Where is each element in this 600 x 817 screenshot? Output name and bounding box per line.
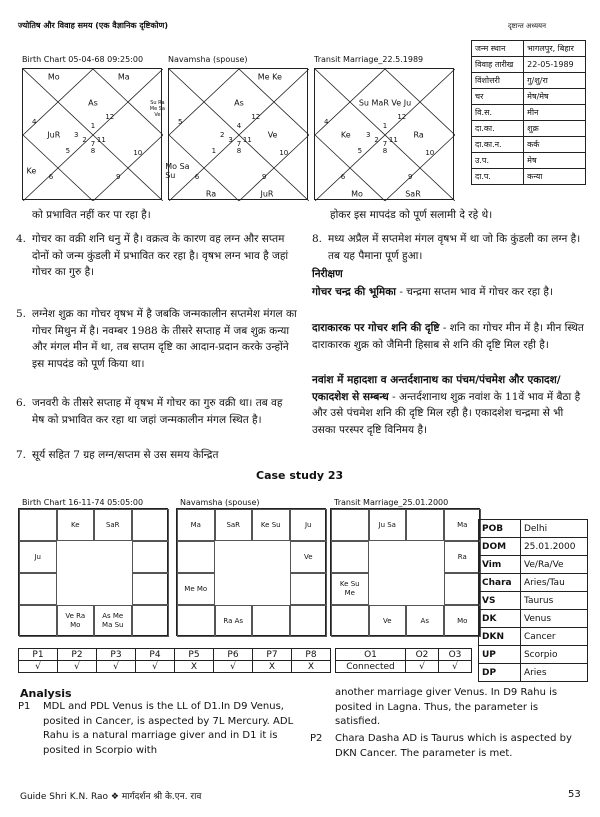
table-row [472, 73, 586, 89]
analysis-p2: P2 Chara Dasha AD is Taurus which is aspected by DKN Cancer. The parameter is met. [310, 733, 572, 759]
house-number: 5 [357, 146, 363, 155]
table-cell: मेष/मेष [524, 89, 586, 105]
chart-title: Navamsha (spouse) [168, 55, 248, 64]
table-row [19, 649, 331, 661]
house-cell [177, 541, 215, 573]
house-number: 11 [242, 136, 252, 145]
house-number: 5 [177, 117, 183, 126]
table-cell: मीन [524, 105, 586, 121]
table-cell: शुक्र [524, 121, 586, 137]
house-number: 4 [31, 117, 37, 126]
house-number: 2 [219, 131, 225, 139]
table-cell: √ [136, 661, 175, 673]
table-cell: दा.का. [472, 121, 524, 137]
house-cell [132, 573, 170, 605]
house-number: 3 [228, 136, 233, 145]
table-row [472, 105, 586, 121]
table-cell: P3 [97, 649, 136, 661]
house-cell: Ju [290, 509, 328, 541]
table-cell: वि.स. [472, 105, 524, 121]
table-cell: Cancer [520, 628, 587, 646]
table-cell: √ [406, 661, 439, 673]
planet-label: Ra [205, 189, 217, 199]
house-cell [331, 541, 369, 573]
house-number: 12 [105, 112, 115, 121]
house-number: 11 [388, 136, 398, 145]
house-cell: Ve [369, 605, 407, 637]
table-cell: X [175, 661, 214, 673]
house-number: 2 [374, 136, 379, 145]
chart-lines [315, 69, 455, 201]
planet-label: Ra [413, 130, 424, 140]
house-number: 10 [279, 149, 289, 158]
house-cell: Ra As [215, 605, 253, 637]
table-row [479, 664, 588, 682]
table-cell: √ [58, 661, 97, 673]
table-row [19, 661, 331, 673]
south-indian-chart [18, 508, 168, 636]
table-cell: Venus [520, 610, 587, 628]
table-cell: Chara [479, 574, 521, 592]
table-row [479, 628, 588, 646]
table-cell: Delhi [520, 520, 587, 538]
house-number: 10 [425, 149, 435, 158]
house-number: 6 [48, 173, 54, 182]
analysis-p1: P1 MDL and PDL Venus is the LL of D1.In D9 Venus, posited in Cancer, is aspected by 7L Mercury. ADL Rahu is a natural marriage giver and in D1 it is posited in Scorpio with [18, 701, 294, 756]
planet-label: JuR [47, 130, 61, 140]
table-row [479, 520, 588, 538]
table-cell: P8 [292, 649, 331, 661]
table-cell: P4 [136, 649, 175, 661]
house-cell [132, 509, 170, 541]
house-number: 12 [397, 112, 407, 121]
table-cell: Scorpio [520, 646, 587, 664]
table-cell: POB [479, 520, 521, 538]
planet-label: SaR [405, 189, 421, 199]
planet-label: As [88, 98, 98, 108]
table-cell: 22-05-1989 [524, 57, 586, 73]
house-number: 9 [115, 173, 121, 182]
right-continuation: होकर इस मापदंड को पूर्ण सलामी दे रहे थे। [330, 209, 493, 221]
house-number: 5 [65, 146, 71, 155]
table-cell: उ.प. [472, 153, 524, 169]
house-cell: As Me Ma Su [94, 605, 132, 637]
house-cell [19, 573, 57, 605]
table-row [479, 538, 588, 556]
table-row [336, 661, 472, 673]
house-number: 7 [90, 140, 96, 149]
table-cell: चर [472, 89, 524, 105]
table-row [472, 153, 586, 169]
chart-title: Transit Marriage_25.01.2000 [334, 498, 449, 507]
planet-label: Ke [26, 166, 37, 176]
list-item: 4. गोचर का वक्री शनि धनु में है। वक्रत्व के कारण वह लग्न और सप्तम दोनों को जन्म कुंडली में प्रभावित कर रहा है। वृषभ लग्न भाव है जहां गोचर का गुरु है। [16, 233, 289, 278]
table-cell: 25.01.2000 [520, 538, 587, 556]
table-cell: दा.प. [472, 169, 524, 185]
table-row [472, 121, 586, 137]
planet-label: Ke [340, 130, 351, 140]
house-cell [444, 573, 482, 605]
analysis-title: Analysis [20, 687, 72, 700]
table-cell: O3 [439, 649, 472, 661]
house-cell: Ve [290, 541, 328, 573]
paragraph: नवांश में महादशा व अन्तर्दशानाथ का पंचम/पंचमेश और एकादश/एकादशेश से सम्बन्ध - अन्तर्दशानाथ शुक्र नवांश के 11वें भाव में बैठा है और उसे पंचमेश शनि की दृष्टि मिल रही है। एकादशेश चन्द्रमा से भी उसका परस्पर दृष्टि विनिमय है। [312, 374, 581, 436]
house-cell: Ma [177, 509, 215, 541]
south-indian-chart [330, 508, 480, 636]
table-cell: Aries/Tau [520, 574, 587, 592]
house-number: 1 [90, 121, 96, 130]
planet-label: JuR [260, 189, 274, 199]
house-number: 4 [236, 121, 242, 130]
house-number: 12 [251, 112, 261, 121]
parameter-table [18, 648, 331, 673]
house-number: 2 [82, 136, 87, 145]
table-cell: O1 [336, 649, 406, 661]
table-cell: √ [214, 661, 253, 673]
house-number: 1 [211, 146, 217, 155]
table-row [472, 41, 586, 57]
table-cell: √ [439, 661, 472, 673]
house-number: 3 [365, 131, 371, 139]
house-cell [132, 541, 170, 573]
table-row [336, 649, 472, 661]
north-indian-chart [314, 68, 454, 200]
house-cell [132, 605, 170, 637]
house-number: 9 [261, 173, 267, 182]
table-cell: गु/शु/रा [524, 73, 586, 89]
planet-label: Su Ra Me Sa Ve [149, 99, 165, 118]
house-cell: Ju Sa [369, 509, 407, 541]
planet-label: Mo Sa Su [165, 161, 190, 180]
table-row [472, 57, 586, 73]
house-number: 6 [194, 173, 200, 182]
chart-title: Birth Chart 05-04-68 09:25:00 [22, 55, 144, 64]
table-row [472, 89, 586, 105]
table-cell: P5 [175, 649, 214, 661]
south-indian-chart [176, 508, 326, 636]
house-number: 6 [340, 173, 346, 182]
paragraph: गोचर चन्द्र की भूमिका - चन्द्रमा सप्तम भाव में गोचर कर रहा है। [312, 286, 553, 298]
house-cell: Ke [57, 509, 95, 541]
house-number: 1 [382, 121, 388, 130]
planet-label: Me Ke [257, 72, 282, 82]
table-cell: X [253, 661, 292, 673]
table-cell: P1 [19, 649, 58, 661]
north-indian-chart [22, 68, 165, 200]
house-cell: Ra [444, 541, 482, 573]
chart-lines [169, 69, 309, 201]
table-cell: विवाह तारीख [472, 57, 524, 73]
table-cell: Taurus [520, 592, 587, 610]
house-number: 8 [90, 146, 96, 155]
table-cell: √ [19, 661, 58, 673]
house-cell [177, 605, 215, 637]
table-row [479, 574, 588, 592]
list-item: 8. मध्य अप्रैल में सप्तमेश मंगल वृषभ में था जो कि कुंडली का लग्न है। तब यह पैमाना पूर्ण हुआ। [312, 233, 581, 262]
house-cell: Me Mo [177, 573, 215, 605]
table-cell: DOM [479, 538, 521, 556]
north-indian-chart [165, 68, 308, 200]
list-item: 5. लग्नेश शुक्र का गोचर वृषभ में है जबकि जन्मकालीन सप्तमेश मंगल का गोचर मिथुन में है। नवम्बर 1988 के तीसरे सप्ताह में जब शुक्र कन्या और मंगल मीन में था, तब सप्तम दृष्टि का आदान-प्रदान करके उन्होंने इस मापदंड को पूर्ण किया था। [16, 308, 297, 370]
page-number: 53 [568, 789, 581, 800]
house-number: 4 [323, 117, 329, 126]
table-cell: O2 [406, 649, 439, 661]
planet-label: Mo [47, 72, 60, 82]
chart-lines [23, 69, 163, 201]
table-row [479, 592, 588, 610]
details-table [471, 40, 586, 185]
table-cell: √ [97, 661, 136, 673]
table-cell: दा.का.न. [472, 137, 524, 153]
table-cell: कन्या [524, 169, 586, 185]
house-number: 8 [236, 146, 242, 155]
list-item: 7. सूर्य सहित 7 ग्रह लग्न/सप्तम से उस समय केन्द्रित [16, 449, 219, 461]
table-cell: DK [479, 610, 521, 628]
house-cell: Ma [444, 509, 482, 541]
house-cell [252, 605, 290, 637]
table-cell: UP [479, 646, 521, 664]
table-cell: P6 [214, 649, 253, 661]
table-cell: X [292, 661, 331, 673]
planet-label: Ma [117, 72, 130, 82]
house-cell [331, 605, 369, 637]
analysis-p1-cont: another marriage giver Venus. In D9 Rahu is posited in Lagna. Thus, the parameter is satisfied. [335, 687, 558, 727]
result-table [478, 519, 588, 682]
house-cell [406, 509, 444, 541]
planet-label: Mo [351, 189, 363, 199]
chart-title: Birth Chart 16-11-74 05:05:00 [22, 498, 144, 507]
table-cell: भागलपुर, बिहार [524, 41, 586, 57]
table-cell: Aries [520, 664, 587, 682]
table-cell: P7 [253, 649, 292, 661]
table-cell: VS [479, 592, 521, 610]
table-cell: Connected [336, 661, 406, 673]
list-item: 6. जनवरी के तीसरे सप्ताह में वृषभ में गोचर का गुरु वक्री था। तब वह मेष को प्रभावित कर रहा था जहां जन्मकालीन मंगल स्थित है। [16, 397, 283, 426]
house-cell: Mo [444, 605, 482, 637]
house-cell [19, 509, 57, 541]
paragraph: दाराकारक पर गोचर शनि की दृष्टि - शनि का गोचर मीन में है। मीन स्थित दाराकारक शुक्र को जैमिनी हिसाब से शनि की दृष्टि मिल रही है। [312, 322, 584, 351]
table-row [479, 646, 588, 664]
table-cell: Ve/Ra/Ve [520, 556, 587, 574]
section-header: दृष्टान्त अध्ययन [508, 22, 546, 30]
planet-label: As [234, 98, 244, 108]
house-number: 10 [133, 149, 143, 158]
house-cell: As [406, 605, 444, 637]
house-number: 7 [382, 140, 388, 149]
running-header: ज्योतिष और विवाह समय (एक वैज्ञानिक दृष्टिकोण) [18, 21, 169, 30]
left-continuation: को प्रभावित नहीं कर पा रहा है। [32, 209, 151, 221]
section-heading: निरीक्षण [312, 268, 343, 280]
table-row [479, 556, 588, 574]
house-cell: Ke Su [252, 509, 290, 541]
house-number: 3 [73, 131, 79, 139]
table-row [472, 169, 586, 185]
table-cell: P2 [58, 649, 97, 661]
table-cell: विंशोत्तरी [472, 73, 524, 89]
house-number: 8 [382, 146, 388, 155]
footer-credit: Guide Shri K.N. Rao ❖ मार्गदर्शन श्री के.एन. राव [20, 792, 202, 802]
chart-title: Transit Marriage_22.5.1989 [314, 55, 424, 64]
table-cell: जन्म स्थान [472, 41, 524, 57]
table-cell: मेष [524, 153, 586, 169]
table-cell: Vim [479, 556, 521, 574]
case-title: Case study 23 [256, 469, 344, 482]
house-number: 9 [407, 173, 413, 182]
table-cell: कर्क [524, 137, 586, 153]
table-cell: DP [479, 664, 521, 682]
house-cell: Ju [19, 541, 57, 573]
house-cell [290, 573, 328, 605]
planet-label: Ve [267, 130, 278, 140]
table-cell: DKN [479, 628, 521, 646]
planet-label: Su MaR Ve Ju [358, 98, 412, 108]
house-cell [290, 605, 328, 637]
house-number: 11 [96, 136, 106, 145]
house-cell: SaR [94, 509, 132, 541]
house-cell [331, 509, 369, 541]
table-row [472, 137, 586, 153]
house-cell: SaR [215, 509, 253, 541]
house-cell: Ve Ra Mo [57, 605, 95, 637]
table-row [479, 610, 588, 628]
outcome-table [335, 648, 472, 673]
house-number: 7 [236, 140, 242, 149]
house-cell [19, 605, 57, 637]
chart-title: Navamsha (spouse) [180, 498, 260, 507]
house-cell: Ke Su Me [331, 573, 369, 605]
